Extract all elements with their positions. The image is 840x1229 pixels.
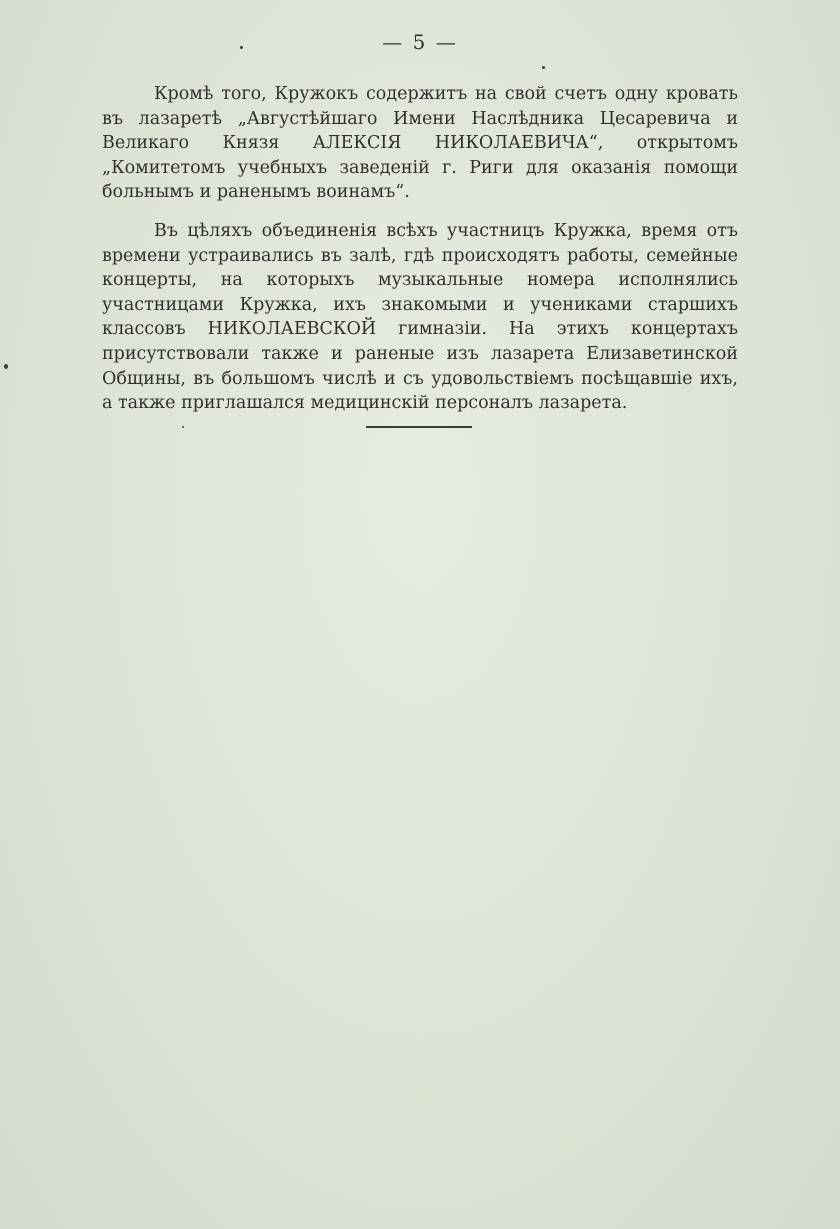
paper-speck (4, 364, 8, 369)
paragraph-1-text: Кромѣ того, Кружокъ содержитъ на свой счетъ одну кровать въ лазаретѣ „Августѣйшаго Имени Наслѣдника Цесаревича и Великаго Князя АЛЕКСІЯ НИКОЛАЕВИЧА“, открытомъ „Комитетомъ учебныхъ заведеній г. Риги для оказанія помощи больнымъ и раненымъ воинамъ“. (102, 84, 738, 203)
paragraph-2-text: Въ цѣляхъ объединенія всѣхъ участницъ Кружка, время отъ времени устраивались въ залѣ, гдѣ происходятъ работы, семейные концерты, на которыхъ музыкальные номера исполнялись участницами Кружка, ихъ знакомыми и учениками старшихъ классовъ НИКОЛАЕВСКОЙ гимназіи. На этихъ концертахъ присутствовали также и раненые изъ лазарета Елизаветинской Общины, въ большомъ числѣ и съ удовольствіемъ посѣщавшіе ихъ, а также приглашался медицинскій персоналъ лазарета. (102, 220, 738, 414)
body-text (102, 82, 738, 430)
page-number: — 5 — (382, 30, 458, 54)
paragraph-1 (102, 82, 738, 205)
paper-speck (542, 66, 545, 69)
paper-speck (182, 426, 184, 428)
section-separator-rule (366, 426, 472, 428)
paper-speck (240, 46, 243, 49)
paragraph-2 (102, 219, 738, 416)
